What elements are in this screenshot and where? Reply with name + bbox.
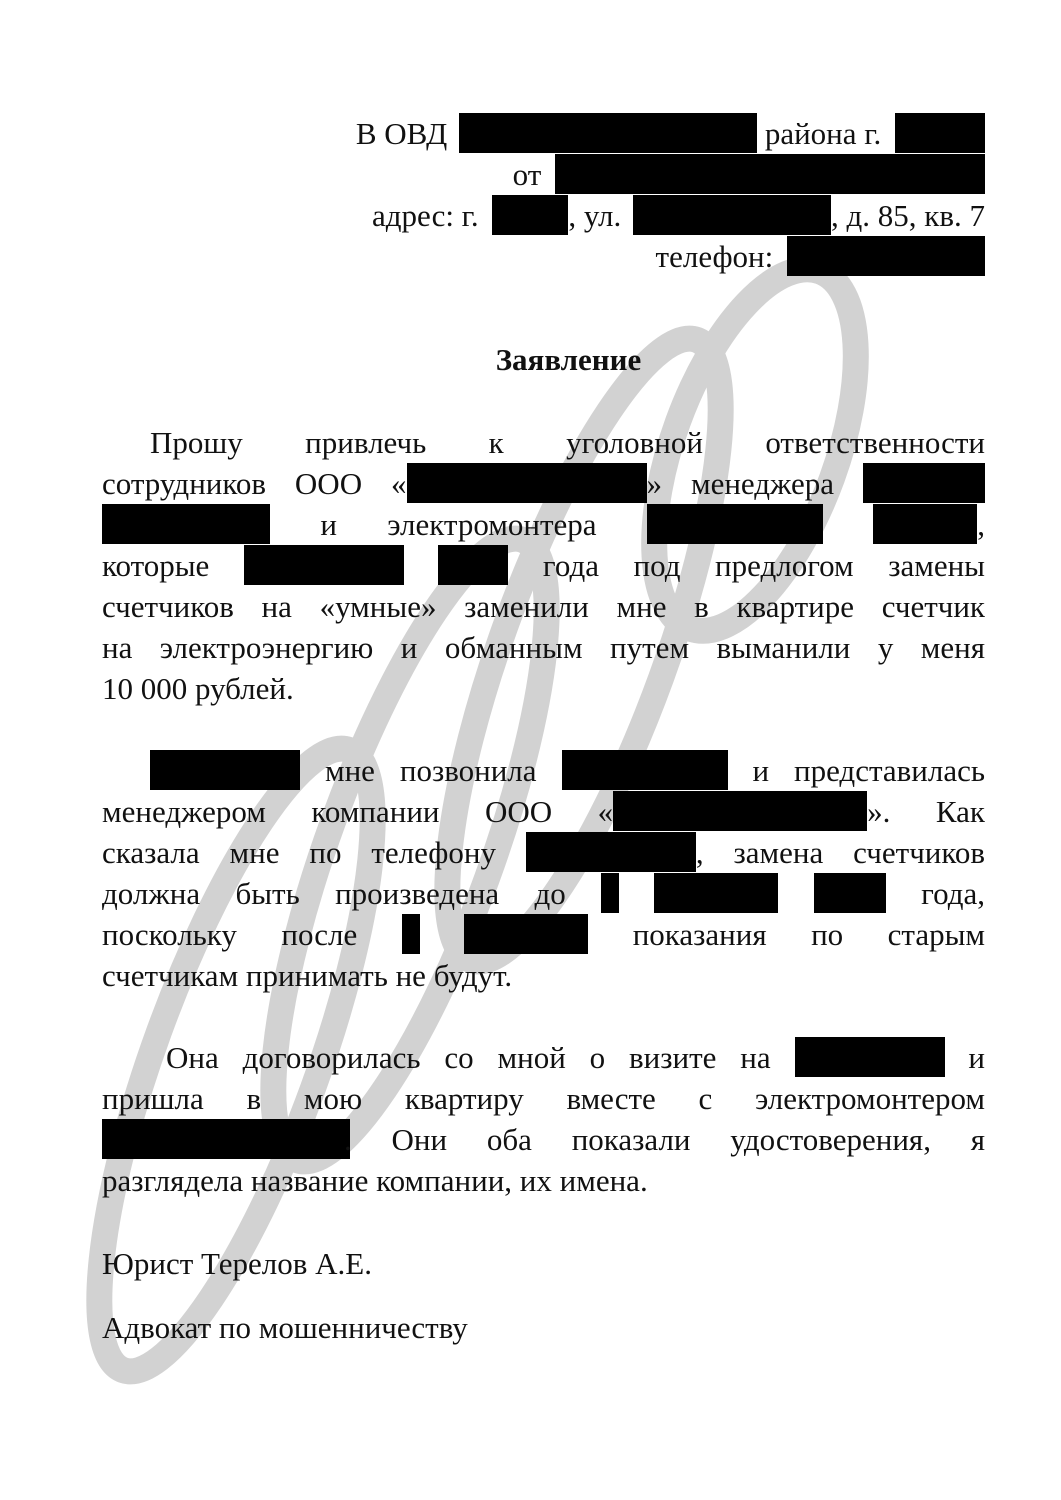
redaction-block [402, 914, 420, 954]
redaction-block [613, 791, 867, 831]
paragraph-2 [102, 750, 985, 996]
redaction-block [647, 504, 823, 544]
redaction-block [102, 504, 270, 544]
header-to-line: В ОВД района г. [356, 112, 985, 156]
redaction-block [464, 914, 588, 954]
signature-name: Юрист Терелов А.Е. [102, 1246, 372, 1281]
header-address-line: адрес: г. , ул. , д. 85, кв. 7 [372, 194, 985, 238]
redaction-block [814, 873, 886, 913]
text-line: поскольку после показания по старым [102, 914, 985, 955]
redaction-block [492, 195, 568, 235]
header-from-line: от [513, 153, 985, 197]
text-line: счетчиков на «умные» заменили мне в квартире счетчик [102, 589, 985, 624]
redaction-block [601, 873, 619, 913]
redaction-block [795, 1037, 945, 1077]
redaction-block [459, 113, 757, 153]
header-phone-line: телефон: [656, 235, 985, 279]
text-line: мне позвонила и представилась [102, 750, 985, 791]
paragraph-3 [102, 1037, 985, 1201]
redaction-block [654, 873, 778, 913]
text-line: сотрудников ООО « » менеджера [102, 463, 985, 504]
paragraph-1 [102, 422, 985, 709]
redaction-block [438, 545, 508, 585]
redaction-block [407, 463, 647, 503]
text-line: сказала мне по телефону , замена счетчиков [102, 832, 985, 873]
redaction-block [895, 113, 985, 153]
text-line: пришла в мою квартиру вместе с электромонтером [102, 1081, 985, 1116]
redaction-block [150, 750, 300, 790]
text-line: менеджером компании ООО « ». Как [102, 791, 985, 832]
text-line: должна быть произведена до года, [102, 873, 985, 914]
redaction-block [787, 236, 985, 276]
redaction-block [102, 1119, 350, 1159]
redaction-block [526, 832, 696, 872]
document-title: Заявление [495, 342, 642, 377]
text-line: Прошу привлечь к уголовной ответственности [150, 425, 985, 460]
text-line: и электромонтера , [102, 504, 985, 545]
signature-role: Адвокат по мошенничеству [102, 1310, 468, 1345]
redaction-block [873, 504, 977, 544]
redaction-block [555, 154, 985, 194]
redaction-block [863, 463, 985, 503]
text-line: которые года под предлогом замены [102, 545, 985, 586]
text-line: 10 000 рублей. [102, 671, 294, 706]
redaction-block [244, 545, 404, 585]
text-line: Она договорилась со мной о визите на и [102, 1037, 985, 1078]
text-line: счетчикам принимать не будут. [102, 958, 513, 993]
text-line: разглядела название компании, их имена. [102, 1163, 648, 1198]
text-line: на электроэнергию и обманным путем выманили у меня [102, 630, 985, 665]
text-line: . Они оба показали удостоверения, я [102, 1119, 985, 1160]
redaction-block [633, 195, 831, 235]
redaction-block [562, 750, 728, 790]
